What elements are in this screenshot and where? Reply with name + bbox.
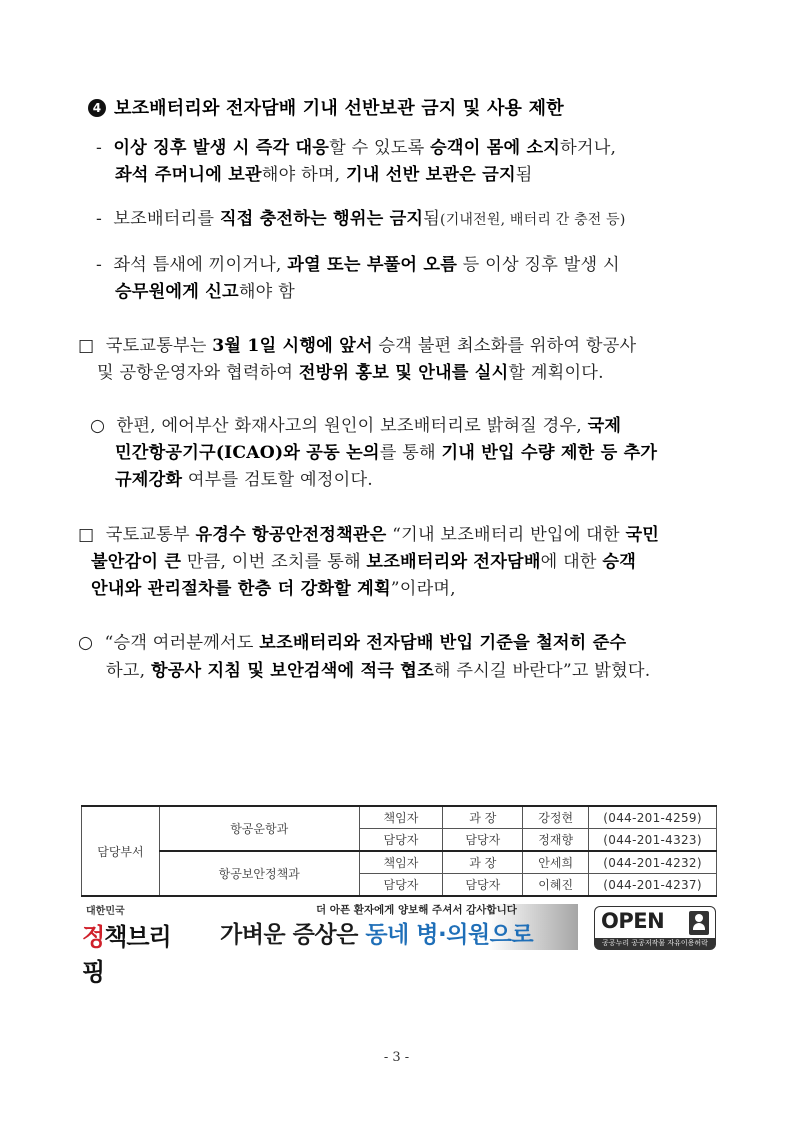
small-note: (기내전원, 배터리 간 충전 등) xyxy=(440,212,626,228)
bold-text: 직접 충전하는 행위는 금지 xyxy=(219,209,424,229)
section-number-badge: 4 xyxy=(88,99,106,117)
text: ”이라며, xyxy=(390,579,456,599)
phone-cell: (044-201-4323) xyxy=(589,829,717,852)
text: 및 공항운영자와 협력하여 xyxy=(97,363,299,383)
name-cell: 안세희 xyxy=(523,851,589,874)
text: 됨 xyxy=(515,165,533,185)
position-cell: 담당자 xyxy=(443,874,523,897)
bold-text: 보조배터리와 전자담배 xyxy=(366,552,541,572)
box-marker: □ xyxy=(78,525,95,545)
bold-text: 승무원에게 신고 xyxy=(115,282,239,302)
para1-line1 xyxy=(78,331,636,356)
banner-main-text xyxy=(220,916,533,949)
open-foot-text: 공공누리 공공저작물 자유이용허락 xyxy=(595,938,715,949)
text: 하고, xyxy=(106,661,151,681)
text: 에 대한 xyxy=(540,552,603,572)
banner-subtitle: 더 아픈 환자에게 양보해 주셔서 감사합니다 xyxy=(316,904,517,916)
para3-line3 xyxy=(91,574,456,599)
text: 를 통해 xyxy=(379,443,442,463)
role-cell: 담당자 xyxy=(359,829,443,852)
banner-main-highlight: 동네 병·의원으로 xyxy=(365,922,534,948)
phone-cell: (044-201-4232) xyxy=(589,851,717,874)
table-row xyxy=(82,806,717,829)
circle-marker: ○ xyxy=(90,416,106,436)
para2-line1 xyxy=(90,411,621,436)
name-cell: 강정현 xyxy=(523,806,589,829)
bold-text: 이상 징후 발생 시 즉각 대응 xyxy=(113,138,330,158)
team-cell: 항공보안정책과 xyxy=(159,851,359,896)
para3-line1 xyxy=(78,520,659,545)
text: 보조배터리를 xyxy=(113,209,220,229)
bold-text: 국제 xyxy=(587,416,622,436)
circle-marker: ○ xyxy=(78,633,94,653)
text: 국토교통부는 xyxy=(105,336,213,356)
para1-line2 xyxy=(97,358,604,383)
position-cell: 담당자 xyxy=(443,829,523,852)
banner-main-plain: 가벼운 증상은 xyxy=(220,922,366,948)
text: 할 수 있도록 xyxy=(329,138,431,158)
bullet3-line2 xyxy=(115,277,295,302)
policy-briefing-logo[interactable] xyxy=(82,902,174,986)
text: 해야 하며, xyxy=(261,165,346,185)
text: 할 계획이다. xyxy=(508,363,604,383)
bold-text: 민간항공기구(ICAO)와 공동 논의 xyxy=(115,443,380,463)
text: 하거나, xyxy=(560,138,617,158)
phone-cell: (044-201-4237) xyxy=(589,874,717,897)
text: 해 주시길 바란다”고 밝혔다. xyxy=(433,661,651,681)
logo-rest-text: 책브리핑 xyxy=(82,923,171,986)
name-cell: 이혜진 xyxy=(523,874,589,897)
logo-main-text xyxy=(82,917,174,987)
text: 승객 불편 최소화를 위하여 항공사 xyxy=(372,336,637,356)
text: 여부를 검토할 예정이다. xyxy=(182,470,373,490)
bold-text: 승객이 몸에 소지 xyxy=(430,138,561,158)
text: 등 이상 징후 발생 시 xyxy=(457,255,620,275)
bold-text: 좌석 주머니에 보관 xyxy=(115,165,262,185)
bold-text: 승객 xyxy=(602,552,636,572)
bold-text: 유경수 항공안전정책관은 xyxy=(195,525,387,545)
team-cell: 항공운항과 xyxy=(159,806,359,851)
para2-line2 xyxy=(115,438,657,463)
contact-table xyxy=(81,805,717,897)
text: 좌석 틈새에 끼이거나, xyxy=(113,255,288,275)
bold-text: 불안감이 큰 xyxy=(91,552,182,572)
dept-label-cell: 담당부서 xyxy=(82,806,160,896)
text: 국토교통부 xyxy=(105,525,196,545)
name-cell: 정재향 xyxy=(523,829,589,852)
open-license-badge[interactable] xyxy=(594,906,716,950)
person-icon xyxy=(689,911,709,935)
text: 한편, 에어부산 화재사고의 원인이 보조배터리로 밝혀질 경우, xyxy=(116,416,588,436)
bold-text: 과열 또는 부풀어 오름 xyxy=(287,255,458,275)
logo-top-text: 대한민국 xyxy=(86,906,125,917)
bullet1-line2 xyxy=(115,160,533,185)
phone-cell: (044-201-4259) xyxy=(589,806,717,829)
section-heading xyxy=(88,94,564,120)
bold-text: 국민 xyxy=(625,525,660,545)
bold-text: 기내 선반 보관은 금지 xyxy=(346,165,516,185)
bullet3-line1 xyxy=(96,250,620,275)
table-row xyxy=(82,851,717,874)
text: “승객 여러분께서도 xyxy=(104,633,260,653)
section-heading-text: 보조배터리와 전자담배 기내 선반보관 금지 및 사용 제한 xyxy=(114,98,564,119)
bold-text: 전방위 홍보 및 안내를 실시 xyxy=(298,363,509,383)
bullet2-line xyxy=(96,204,626,229)
para4-line1 xyxy=(78,628,626,653)
bold-text: 3월 1일 시행에 앞서 xyxy=(212,336,373,356)
role-cell: 책임자 xyxy=(359,851,443,874)
dash: - xyxy=(96,138,103,158)
bullet1-line1 xyxy=(96,133,616,158)
page-number: - 3 - xyxy=(383,1050,410,1065)
bold-text: 규제강화 xyxy=(115,470,183,490)
bold-text: 기내 반입 수량 제한 등 추가 xyxy=(441,443,658,463)
text: 됨 xyxy=(423,209,441,229)
bold-text: 안내와 관리절차를 한층 더 강화할 계획 xyxy=(91,579,391,599)
dash: - xyxy=(96,255,103,275)
logo-red-char: 정 xyxy=(82,923,105,951)
para4-line2 xyxy=(106,656,650,681)
open-text: OPEN xyxy=(601,909,665,933)
position-cell: 과 장 xyxy=(443,851,523,874)
campaign-banner[interactable] xyxy=(218,902,578,950)
bold-text: 항공사 지침 및 보안검색에 적극 협조 xyxy=(150,661,434,681)
para3-line2 xyxy=(91,547,636,572)
role-cell: 책임자 xyxy=(359,806,443,829)
text: “기내 보조배터리 반입에 대한 xyxy=(386,525,626,545)
dash: - xyxy=(96,209,103,229)
box-marker: □ xyxy=(78,336,95,356)
text: 해야 함 xyxy=(238,282,295,302)
para2-line3 xyxy=(115,465,373,490)
bold-text: 보조배터리와 전자담배 반입 기준을 철저히 준수 xyxy=(259,633,627,653)
text: 만큼, 이번 조치를 통해 xyxy=(181,552,367,572)
position-cell: 과 장 xyxy=(443,806,523,829)
role-cell: 담당자 xyxy=(359,874,443,897)
